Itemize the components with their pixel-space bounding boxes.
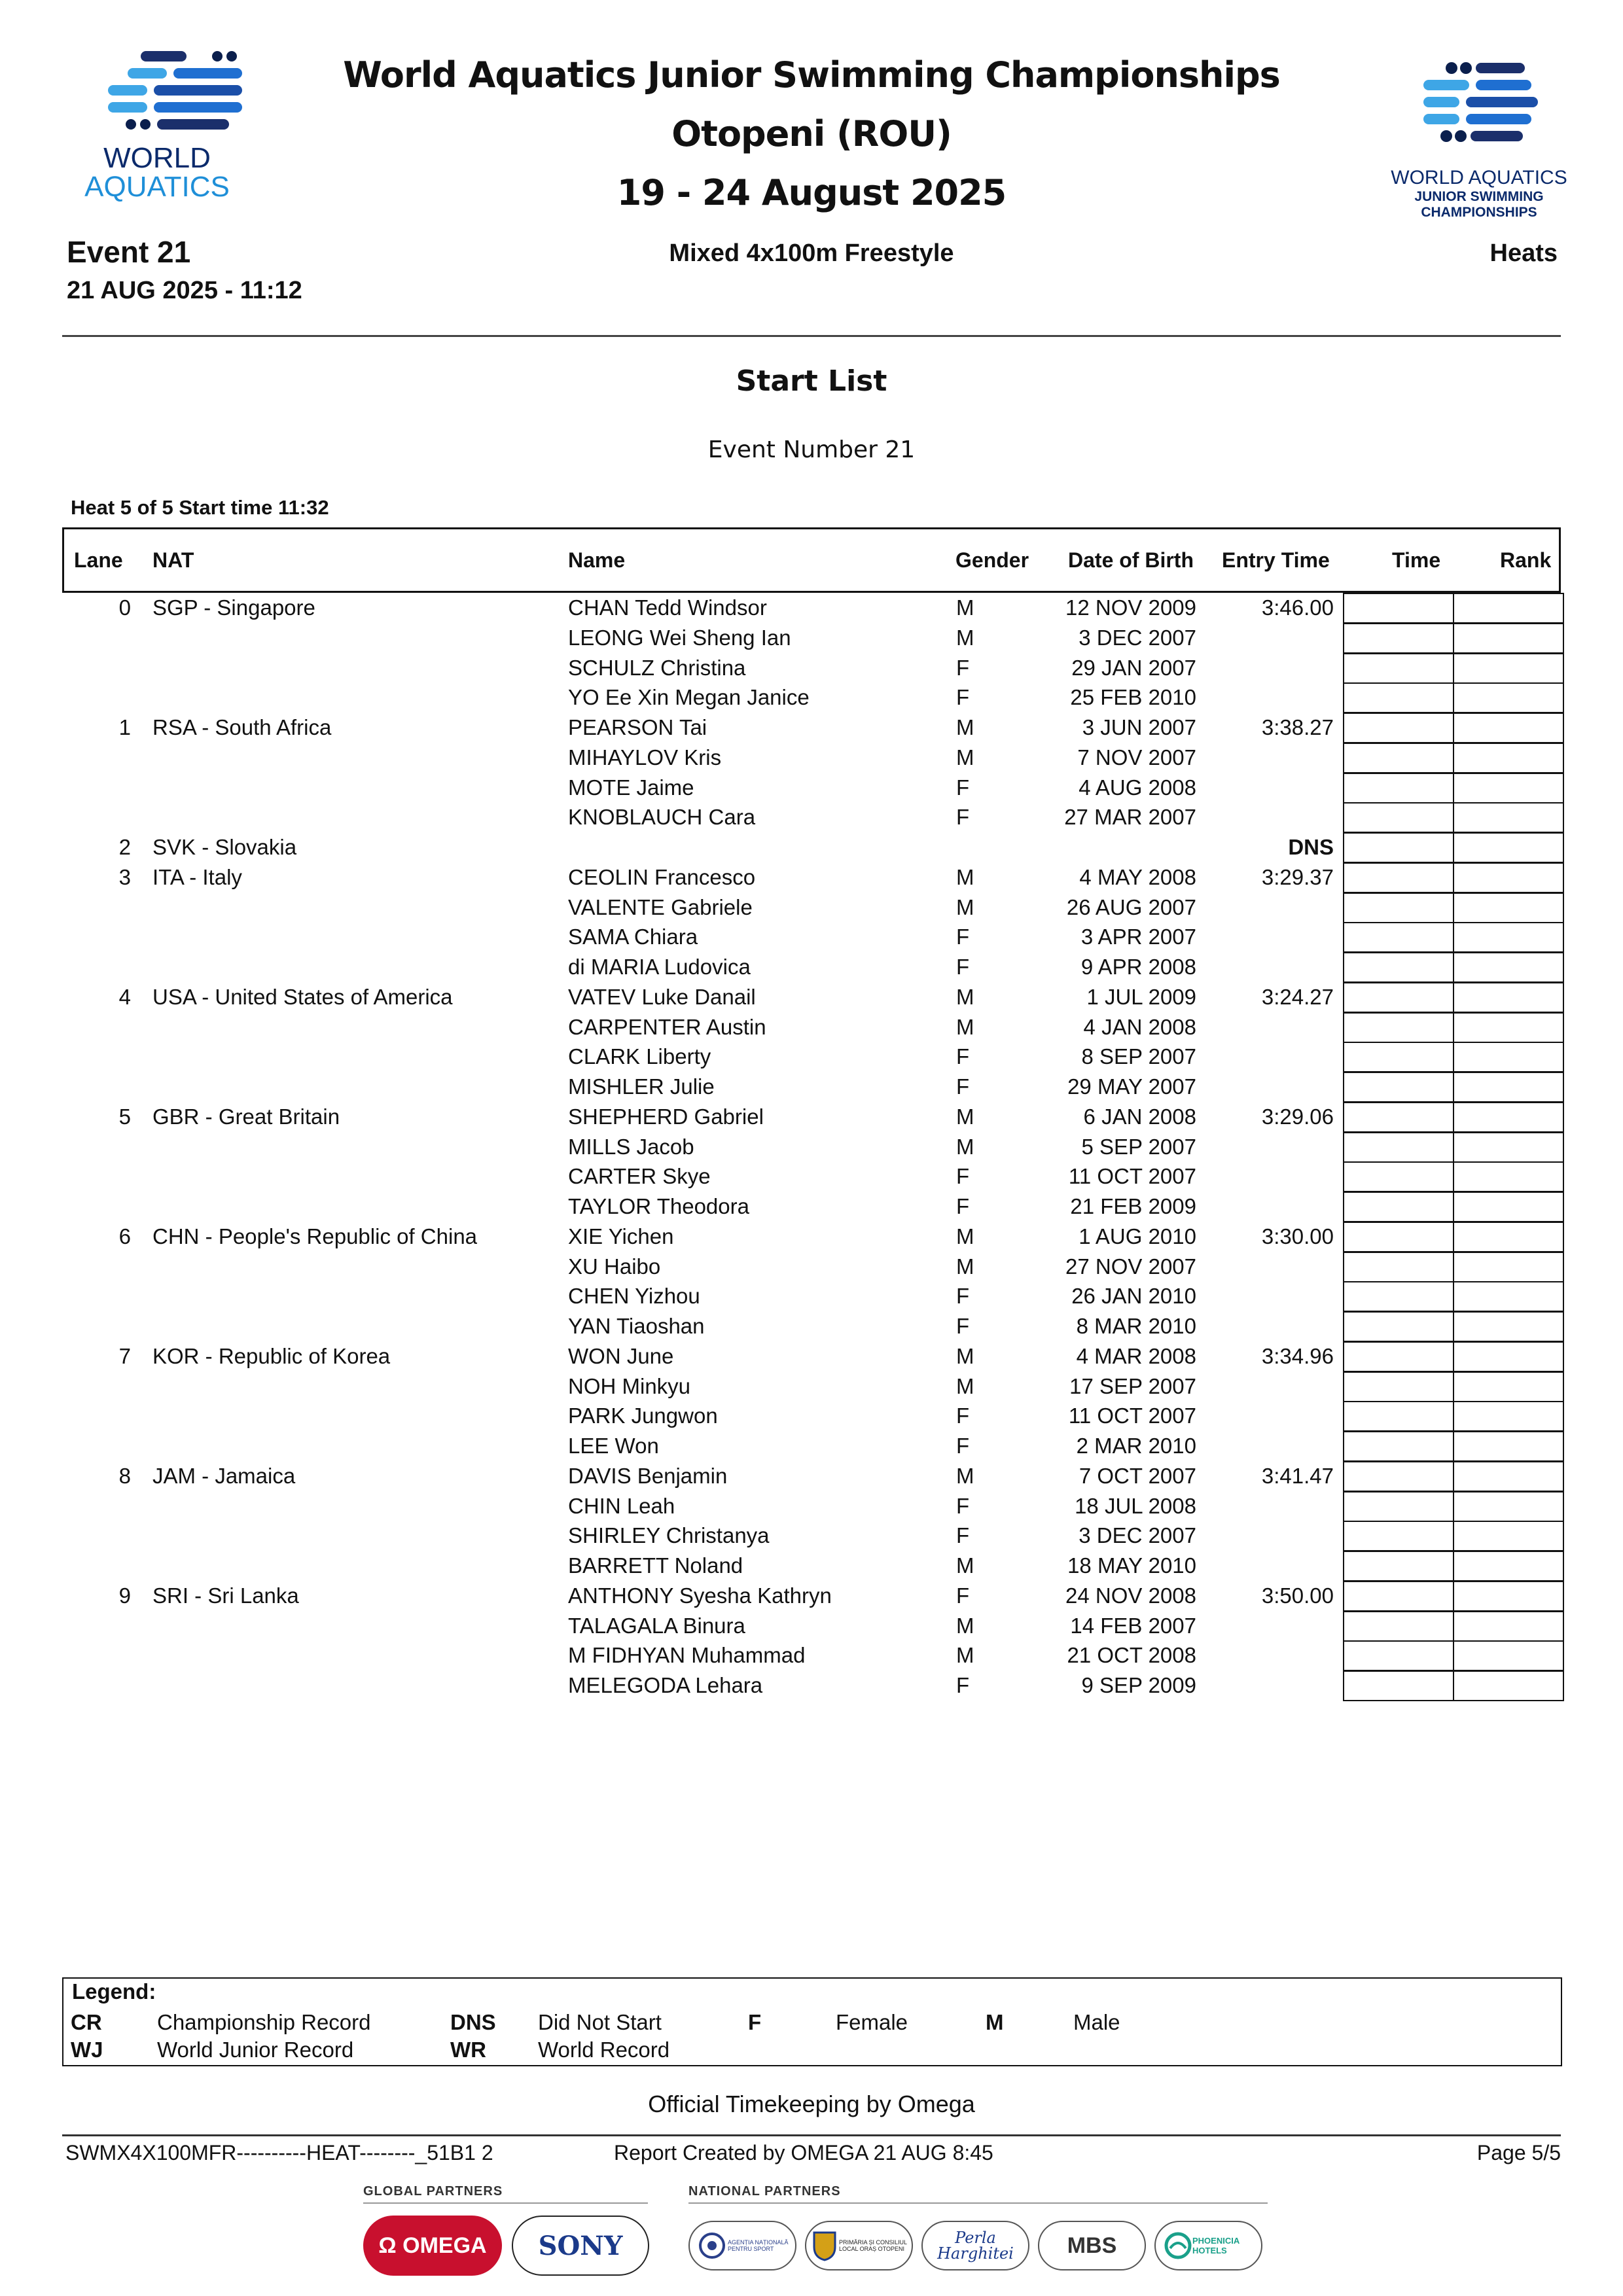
time-entry-box	[1343, 713, 1454, 743]
athlete-name-cell: MISHLER Julie	[568, 1074, 715, 1099]
nat-cell: SVK - Slovakia	[152, 835, 297, 859]
event-datetime: 21 AUG 2025 - 11:12	[67, 277, 302, 304]
athlete-name-cell: VATEV Luke Danail	[568, 984, 756, 1009]
nat-cell: GBR - Great Britain	[152, 1104, 340, 1129]
time-entry-box	[1343, 1341, 1454, 1372]
entry-time-cell: 3:50.00	[1261, 1583, 1334, 1608]
time-entry-box	[1343, 1161, 1454, 1192]
athlete-name-cell: XIE Yichen	[568, 1224, 674, 1248]
gender-cell: F	[956, 1284, 970, 1309]
gender-cell: F	[956, 1434, 970, 1458]
dob-cell: 8 SEP 2007	[1081, 1044, 1196, 1069]
world-aquatics-emblem-icon	[65, 46, 249, 144]
athlete-name-cell: CARTER Skye	[568, 1164, 711, 1189]
col-header-gender: Gender	[955, 548, 1029, 572]
dob-cell: 18 MAY 2010	[1067, 1553, 1196, 1578]
gender-cell: F	[956, 925, 970, 949]
title-line-2: Otopeni (ROU)	[671, 113, 952, 154]
dob-cell: 18 JUL 2008	[1075, 1493, 1196, 1518]
athlete-name-cell: ANTHONY Syesha Kathryn	[568, 1583, 832, 1608]
gender-cell: F	[956, 1583, 970, 1608]
athlete-name-cell: PARK Jungwon	[568, 1404, 718, 1428]
time-entry-box	[1343, 1072, 1454, 1103]
legend-desc-m: Male	[1073, 2010, 1120, 2034]
dob-cell: 7 OCT 2007	[1079, 1463, 1196, 1488]
phoenicia-logo-text: PHOENICIA HOTELS	[1192, 2236, 1240, 2255]
time-entry-box	[1343, 1521, 1454, 1551]
dob-cell: 14 FEB 2007	[1070, 1613, 1196, 1638]
entry-time-cell: 3:30.00	[1261, 1224, 1334, 1248]
perla-logo-text: Perla Harghitei	[937, 2229, 1014, 2263]
entry-time-cell: 3:41.47	[1261, 1463, 1334, 1488]
gender-cell: M	[956, 1463, 974, 1488]
time-entry-box	[1343, 1252, 1454, 1282]
time-entry-box	[1343, 682, 1454, 713]
legend-code-wr: WR	[450, 2038, 486, 2062]
athlete-name-cell: M FIDHYAN Muhammad	[568, 1643, 806, 1668]
athlete-name-cell: MELEGODA Lehara	[568, 1673, 763, 1697]
header-divider	[62, 335, 1561, 337]
dob-cell: 5 SEP 2007	[1081, 1134, 1196, 1159]
athlete-name-cell: CEOLIN Francesco	[568, 864, 756, 889]
time-entry-box	[1343, 1491, 1454, 1522]
gender-cell: M	[956, 1134, 974, 1159]
gender-cell: M	[956, 1224, 974, 1248]
dob-cell: 11 OCT 2007	[1068, 1164, 1196, 1189]
legend-code-dns: DNS	[450, 2010, 496, 2034]
champ-logo-line-2: JUNIOR SWIMMING	[1414, 189, 1544, 204]
rank-entry-box	[1453, 773, 1564, 804]
dob-cell: 3 DEC 2007	[1079, 1523, 1196, 1548]
time-entry-box	[1343, 1042, 1454, 1072]
rank-entry-box	[1453, 1551, 1564, 1581]
entry-time-cell: 3:34.96	[1261, 1343, 1334, 1368]
global-partners-label: GLOBAL PARTNERS	[363, 2184, 503, 2199]
rank-entry-box	[1453, 952, 1564, 983]
event-label: Event 21	[67, 235, 191, 269]
gender-cell: F	[956, 1314, 970, 1338]
otopeni-crest-icon	[812, 2230, 838, 2261]
time-entry-box	[1343, 862, 1454, 893]
legend-code-wj: WJ	[71, 2038, 103, 2062]
rank-entry-box	[1453, 1161, 1564, 1192]
mbs-logo	[1038, 2221, 1146, 2270]
omega-logo: Ω OMEGA	[363, 2216, 502, 2276]
lane-cell: 1	[118, 715, 131, 739]
nat-cell: USA - United States of America	[152, 984, 453, 1009]
col-header-dob: Date of Birth	[1068, 548, 1194, 572]
lane-cell: 8	[118, 1463, 131, 1488]
lane-cell: 4	[118, 984, 131, 1009]
rank-entry-box	[1453, 1042, 1564, 1072]
athlete-name-cell: BARRETT Noland	[568, 1553, 743, 1578]
dob-cell: 2 MAR 2010	[1076, 1434, 1196, 1458]
athlete-name-cell: NOH Minkyu	[568, 1373, 691, 1398]
time-entry-box	[1343, 1670, 1454, 1701]
time-entry-box	[1343, 832, 1454, 863]
logo-word-world: WORLD	[103, 142, 211, 174]
gender-cell: F	[956, 1074, 970, 1099]
junior-championships-logo	[1361, 60, 1597, 224]
lane-cell: 7	[118, 1343, 131, 1368]
athlete-name-cell: CHEN Yizhou	[568, 1284, 700, 1309]
time-entry-box	[1343, 1640, 1454, 1671]
gender-cell: M	[956, 1643, 974, 1668]
legend-desc-wr: World Record	[538, 2038, 670, 2062]
heat-info: Heat 5 of 5 Start time 11:32	[71, 496, 329, 519]
lane-cell: 9	[118, 1583, 131, 1608]
athlete-name-cell: SCHULZ Christina	[568, 655, 746, 680]
ans-emblem-icon	[698, 2231, 726, 2260]
rank-entry-box	[1453, 1132, 1564, 1163]
nat-cell: SGP - Singapore	[152, 595, 315, 620]
col-header-time: Time	[1392, 548, 1441, 572]
nat-cell: SRI - Sri Lanka	[152, 1583, 299, 1608]
rank-entry-box	[1453, 1581, 1564, 1612]
perla-harghitei-logo	[921, 2221, 1029, 2270]
gender-cell: M	[956, 1553, 974, 1578]
time-entry-box	[1343, 653, 1454, 684]
rank-entry-box	[1453, 1192, 1564, 1222]
gender-cell: M	[956, 984, 974, 1009]
dob-cell: 27 NOV 2007	[1065, 1254, 1196, 1279]
lane-cell: 2	[118, 835, 131, 859]
athlete-name-cell: SHEPHERD Gabriel	[568, 1104, 764, 1129]
logo-word-aquatics: AQUATICS	[84, 171, 230, 203]
gender-cell: F	[956, 655, 970, 680]
gender-cell: F	[956, 955, 970, 979]
nat-cell: JAM - Jamaica	[152, 1463, 296, 1488]
gender-cell: M	[956, 1254, 974, 1279]
champ-logo-line-1: WORLD AQUATICS	[1391, 167, 1567, 188]
rank-entry-box	[1453, 1371, 1564, 1402]
dob-cell: 6 JAN 2008	[1083, 1104, 1196, 1129]
time-entry-box	[1343, 593, 1454, 624]
report-title: Start List	[736, 364, 887, 398]
national-partners-label: NATIONAL PARTNERS	[688, 2184, 841, 2199]
rank-entry-box	[1453, 1281, 1564, 1312]
rank-entry-box	[1453, 832, 1564, 863]
athlete-name-cell: di MARIA Ludovica	[568, 955, 751, 979]
nat-cell: CHN - People's Republic of China	[152, 1224, 478, 1248]
rank-entry-box	[1453, 1521, 1564, 1551]
sony-logo: SONY	[512, 2216, 649, 2276]
time-entry-box	[1343, 1222, 1454, 1252]
lane-cell: 6	[118, 1224, 131, 1248]
athlete-name-cell: MILLS Jacob	[568, 1134, 694, 1159]
dob-cell: 21 OCT 2008	[1067, 1643, 1196, 1668]
dob-cell: 17 SEP 2007	[1069, 1373, 1196, 1398]
col-header-nat: NAT	[152, 548, 194, 572]
rank-entry-box	[1453, 1311, 1564, 1342]
legend-code-cr: CR	[71, 2010, 102, 2034]
athlete-name-cell: LEONG Wei Sheng Ian	[568, 625, 791, 650]
rank-entry-box	[1453, 1640, 1564, 1671]
entry-time-cell: DNS	[1288, 835, 1334, 859]
dob-cell: 25 FEB 2010	[1070, 685, 1196, 710]
gender-cell: F	[956, 1404, 970, 1428]
rank-entry-box	[1453, 743, 1564, 773]
rank-entry-box	[1453, 1102, 1564, 1133]
entry-time-cell: 3:46.00	[1261, 595, 1334, 620]
time-entry-box	[1343, 1551, 1454, 1581]
national-partners-rule	[688, 2202, 1268, 2204]
lane-cell: 5	[118, 1104, 131, 1129]
mbs-logo-text: MBS	[1067, 2233, 1117, 2258]
athlete-name-cell: CLARK Liberty	[568, 1044, 711, 1069]
rank-entry-box	[1453, 1252, 1564, 1282]
time-entry-box	[1343, 1401, 1454, 1432]
dob-cell: 21 FEB 2009	[1070, 1194, 1196, 1218]
rank-entry-box	[1453, 1222, 1564, 1252]
entry-time-cell: 3:29.06	[1261, 1104, 1334, 1129]
dob-cell: 11 OCT 2007	[1068, 1404, 1196, 1428]
dob-cell: 24 NOV 2008	[1065, 1583, 1196, 1608]
col-header-lane: Lane	[74, 548, 123, 572]
legend-desc-dns: Did Not Start	[538, 2010, 662, 2034]
rank-entry-box	[1453, 682, 1564, 713]
legend-desc-cr: Championship Record	[157, 2010, 371, 2034]
dob-cell: 26 JAN 2010	[1071, 1284, 1196, 1309]
entry-time-cell: 3:24.27	[1261, 984, 1334, 1009]
rank-entry-box	[1453, 1401, 1564, 1432]
athlete-name-cell: XU Haibo	[568, 1254, 661, 1279]
gender-cell: F	[956, 1673, 970, 1697]
legend-code-m: M	[986, 2010, 1004, 2034]
nat-cell: RSA - South Africa	[152, 715, 332, 739]
rank-entry-box	[1453, 593, 1564, 624]
athlete-name-cell: CHIN Leah	[568, 1493, 675, 1518]
report-created: Report Created by OMEGA 21 AUG 8:45	[614, 2141, 993, 2164]
gender-cell: F	[956, 1164, 970, 1189]
athlete-name-cell: KNOBLAUCH Cara	[568, 805, 756, 830]
time-entry-box	[1343, 952, 1454, 983]
col-header-rank: Rank	[1500, 548, 1552, 572]
athlete-name-cell: CARPENTER Austin	[568, 1014, 766, 1039]
dob-cell: 4 MAR 2008	[1076, 1343, 1196, 1368]
time-entry-box	[1343, 1431, 1454, 1462]
time-entry-box	[1343, 1102, 1454, 1133]
athlete-name-cell: VALENTE Gabriele	[568, 894, 753, 919]
dob-cell: 7 NOV 2007	[1077, 745, 1196, 769]
col-header-name: Name	[568, 548, 626, 572]
dob-cell: 3 JUN 2007	[1082, 715, 1196, 739]
event-number: Event Number 21	[707, 436, 916, 463]
rank-entry-box	[1453, 1012, 1564, 1043]
time-entry-box	[1343, 773, 1454, 804]
table-header	[62, 527, 1561, 593]
rank-entry-box	[1453, 653, 1564, 684]
gender-cell: M	[956, 715, 974, 739]
time-entry-box	[1343, 1281, 1454, 1312]
legend-title: Legend:	[72, 1979, 156, 2004]
junior-championships-emblem-icon	[1361, 60, 1597, 158]
dob-cell: 9 APR 2008	[1080, 955, 1196, 979]
time-entry-box	[1343, 1371, 1454, 1402]
athlete-name-cell: YO Ee Xin Megan Janice	[568, 685, 810, 710]
rank-entry-box	[1453, 862, 1564, 893]
gender-cell: M	[956, 745, 974, 769]
dob-cell: 1 AUG 2010	[1079, 1224, 1196, 1248]
gender-cell: F	[956, 775, 970, 800]
dob-cell: 29 JAN 2007	[1071, 655, 1196, 680]
athlete-name-cell: MIHAYLOV Kris	[568, 745, 722, 769]
gender-cell: M	[956, 1014, 974, 1039]
time-entry-box	[1343, 1611, 1454, 1642]
time-entry-box	[1343, 1461, 1454, 1492]
page-number: Page 5/5	[1476, 2141, 1561, 2164]
rank-entry-box	[1453, 623, 1564, 654]
ans-logo-text: AGENȚIA NAȚIONALĂ PENTRU SPORT	[728, 2239, 789, 2252]
rank-entry-box	[1453, 982, 1564, 1013]
event-phase: Heats	[1489, 239, 1558, 267]
gender-cell: M	[956, 625, 974, 650]
legend-desc-f: Female	[836, 2010, 908, 2034]
gender-cell: M	[956, 1373, 974, 1398]
col-header-entry-time: Entry Time	[1222, 548, 1330, 572]
report-code: SWMX4X100MFR----------HEAT--------_51B1 2	[65, 2141, 493, 2164]
otopeni-logo-text: PRIMĂRIA ȘI CONSILIUL LOCAL ORAȘ OTOPENI	[839, 2239, 907, 2252]
rank-entry-box	[1453, 1611, 1564, 1642]
time-entry-box	[1343, 802, 1454, 833]
nat-cell: ITA - Italy	[152, 864, 242, 889]
athlete-name-cell: MOTE Jaime	[568, 775, 694, 800]
dob-cell: 3 APR 2007	[1080, 925, 1196, 949]
legend-code-f: F	[748, 2010, 762, 2034]
dob-cell: 4 MAY 2008	[1079, 864, 1196, 889]
entry-time-cell: 3:38.27	[1261, 715, 1334, 739]
time-entry-box	[1343, 1311, 1454, 1342]
rank-entry-box	[1453, 892, 1564, 923]
rank-entry-box	[1453, 802, 1564, 833]
rank-entry-box	[1453, 1491, 1564, 1522]
gender-cell: M	[956, 1104, 974, 1129]
athlete-name-cell: DAVIS Benjamin	[568, 1463, 728, 1488]
dob-cell: 3 DEC 2007	[1079, 625, 1196, 650]
time-entry-box	[1343, 922, 1454, 953]
athlete-name-cell: CHAN Tedd Windsor	[568, 595, 767, 620]
gender-cell: F	[956, 685, 970, 710]
time-entry-box	[1343, 1581, 1454, 1612]
gender-cell: M	[956, 1343, 974, 1368]
gender-cell: M	[956, 864, 974, 889]
time-entry-box	[1343, 1192, 1454, 1222]
world-aquatics-logo	[65, 46, 249, 209]
athlete-name-cell: TALAGALA Binura	[568, 1613, 745, 1638]
footer-divider	[62, 2134, 1561, 2136]
time-entry-box	[1343, 1012, 1454, 1043]
gender-cell: M	[956, 595, 974, 620]
global-partners-rule	[363, 2202, 648, 2204]
athlete-name-cell: TAYLOR Theodora	[568, 1194, 749, 1218]
champ-logo-line-3: CHAMPIONSHIPS	[1421, 205, 1537, 220]
lane-cell: 3	[118, 864, 131, 889]
gender-cell: F	[956, 805, 970, 830]
gender-cell: F	[956, 1523, 970, 1548]
gender-cell: F	[956, 1044, 970, 1069]
time-entry-box	[1343, 623, 1454, 654]
time-entry-box	[1343, 1132, 1454, 1163]
dob-cell: 1 JUL 2009	[1086, 984, 1196, 1009]
title-line-3: 19 - 24 August 2025	[616, 172, 1007, 213]
dob-cell: 26 AUG 2007	[1066, 894, 1196, 919]
rank-entry-box	[1453, 1431, 1564, 1462]
timekeeping-note: Official Timekeeping by Omega	[648, 2091, 975, 2117]
rank-entry-box	[1453, 1072, 1564, 1103]
athlete-name-cell: YAN Tiaoshan	[568, 1314, 705, 1338]
dob-cell: 4 AUG 2008	[1079, 775, 1196, 800]
athlete-name-cell: LEE Won	[568, 1434, 659, 1458]
title-line-1: World Aquatics Junior Swimming Championships	[343, 54, 1280, 96]
athlete-name-cell: PEARSON Tai	[568, 715, 707, 739]
championship-title	[327, 46, 1296, 222]
gender-cell: M	[956, 1613, 974, 1638]
phoenicia-emblem-icon	[1162, 2231, 1194, 2260]
rank-entry-box	[1453, 922, 1564, 953]
rank-entry-box	[1453, 713, 1564, 743]
dob-cell: 27 MAR 2007	[1064, 805, 1196, 830]
rank-entry-box	[1453, 1461, 1564, 1492]
dob-cell: 9 SEP 2009	[1081, 1673, 1196, 1697]
legend-desc-wj: World Junior Record	[157, 2038, 354, 2062]
athlete-name-cell: SHIRLEY Christanya	[568, 1523, 770, 1548]
lane-cell: 0	[118, 595, 131, 620]
rank-entry-box	[1453, 1341, 1564, 1372]
dob-cell: 4 JAN 2008	[1083, 1014, 1196, 1039]
gender-cell: F	[956, 1194, 970, 1218]
nat-cell: KOR - Republic of Korea	[152, 1343, 391, 1368]
dob-cell: 8 MAR 2010	[1076, 1314, 1196, 1338]
dob-cell: 12 NOV 2009	[1065, 595, 1196, 620]
gender-cell: F	[956, 1493, 970, 1518]
time-entry-box	[1343, 743, 1454, 773]
time-entry-box	[1343, 892, 1454, 923]
entry-time-cell: 3:29.37	[1261, 864, 1334, 889]
athlete-name-cell: SAMA Chiara	[568, 925, 698, 949]
gender-cell: M	[956, 894, 974, 919]
event-name: Mixed 4x100m Freestyle	[669, 239, 954, 267]
rank-entry-box	[1453, 1670, 1564, 1701]
dob-cell: 29 MAY 2007	[1067, 1074, 1196, 1099]
time-entry-box	[1343, 982, 1454, 1013]
athlete-name-cell: WON June	[568, 1343, 674, 1368]
